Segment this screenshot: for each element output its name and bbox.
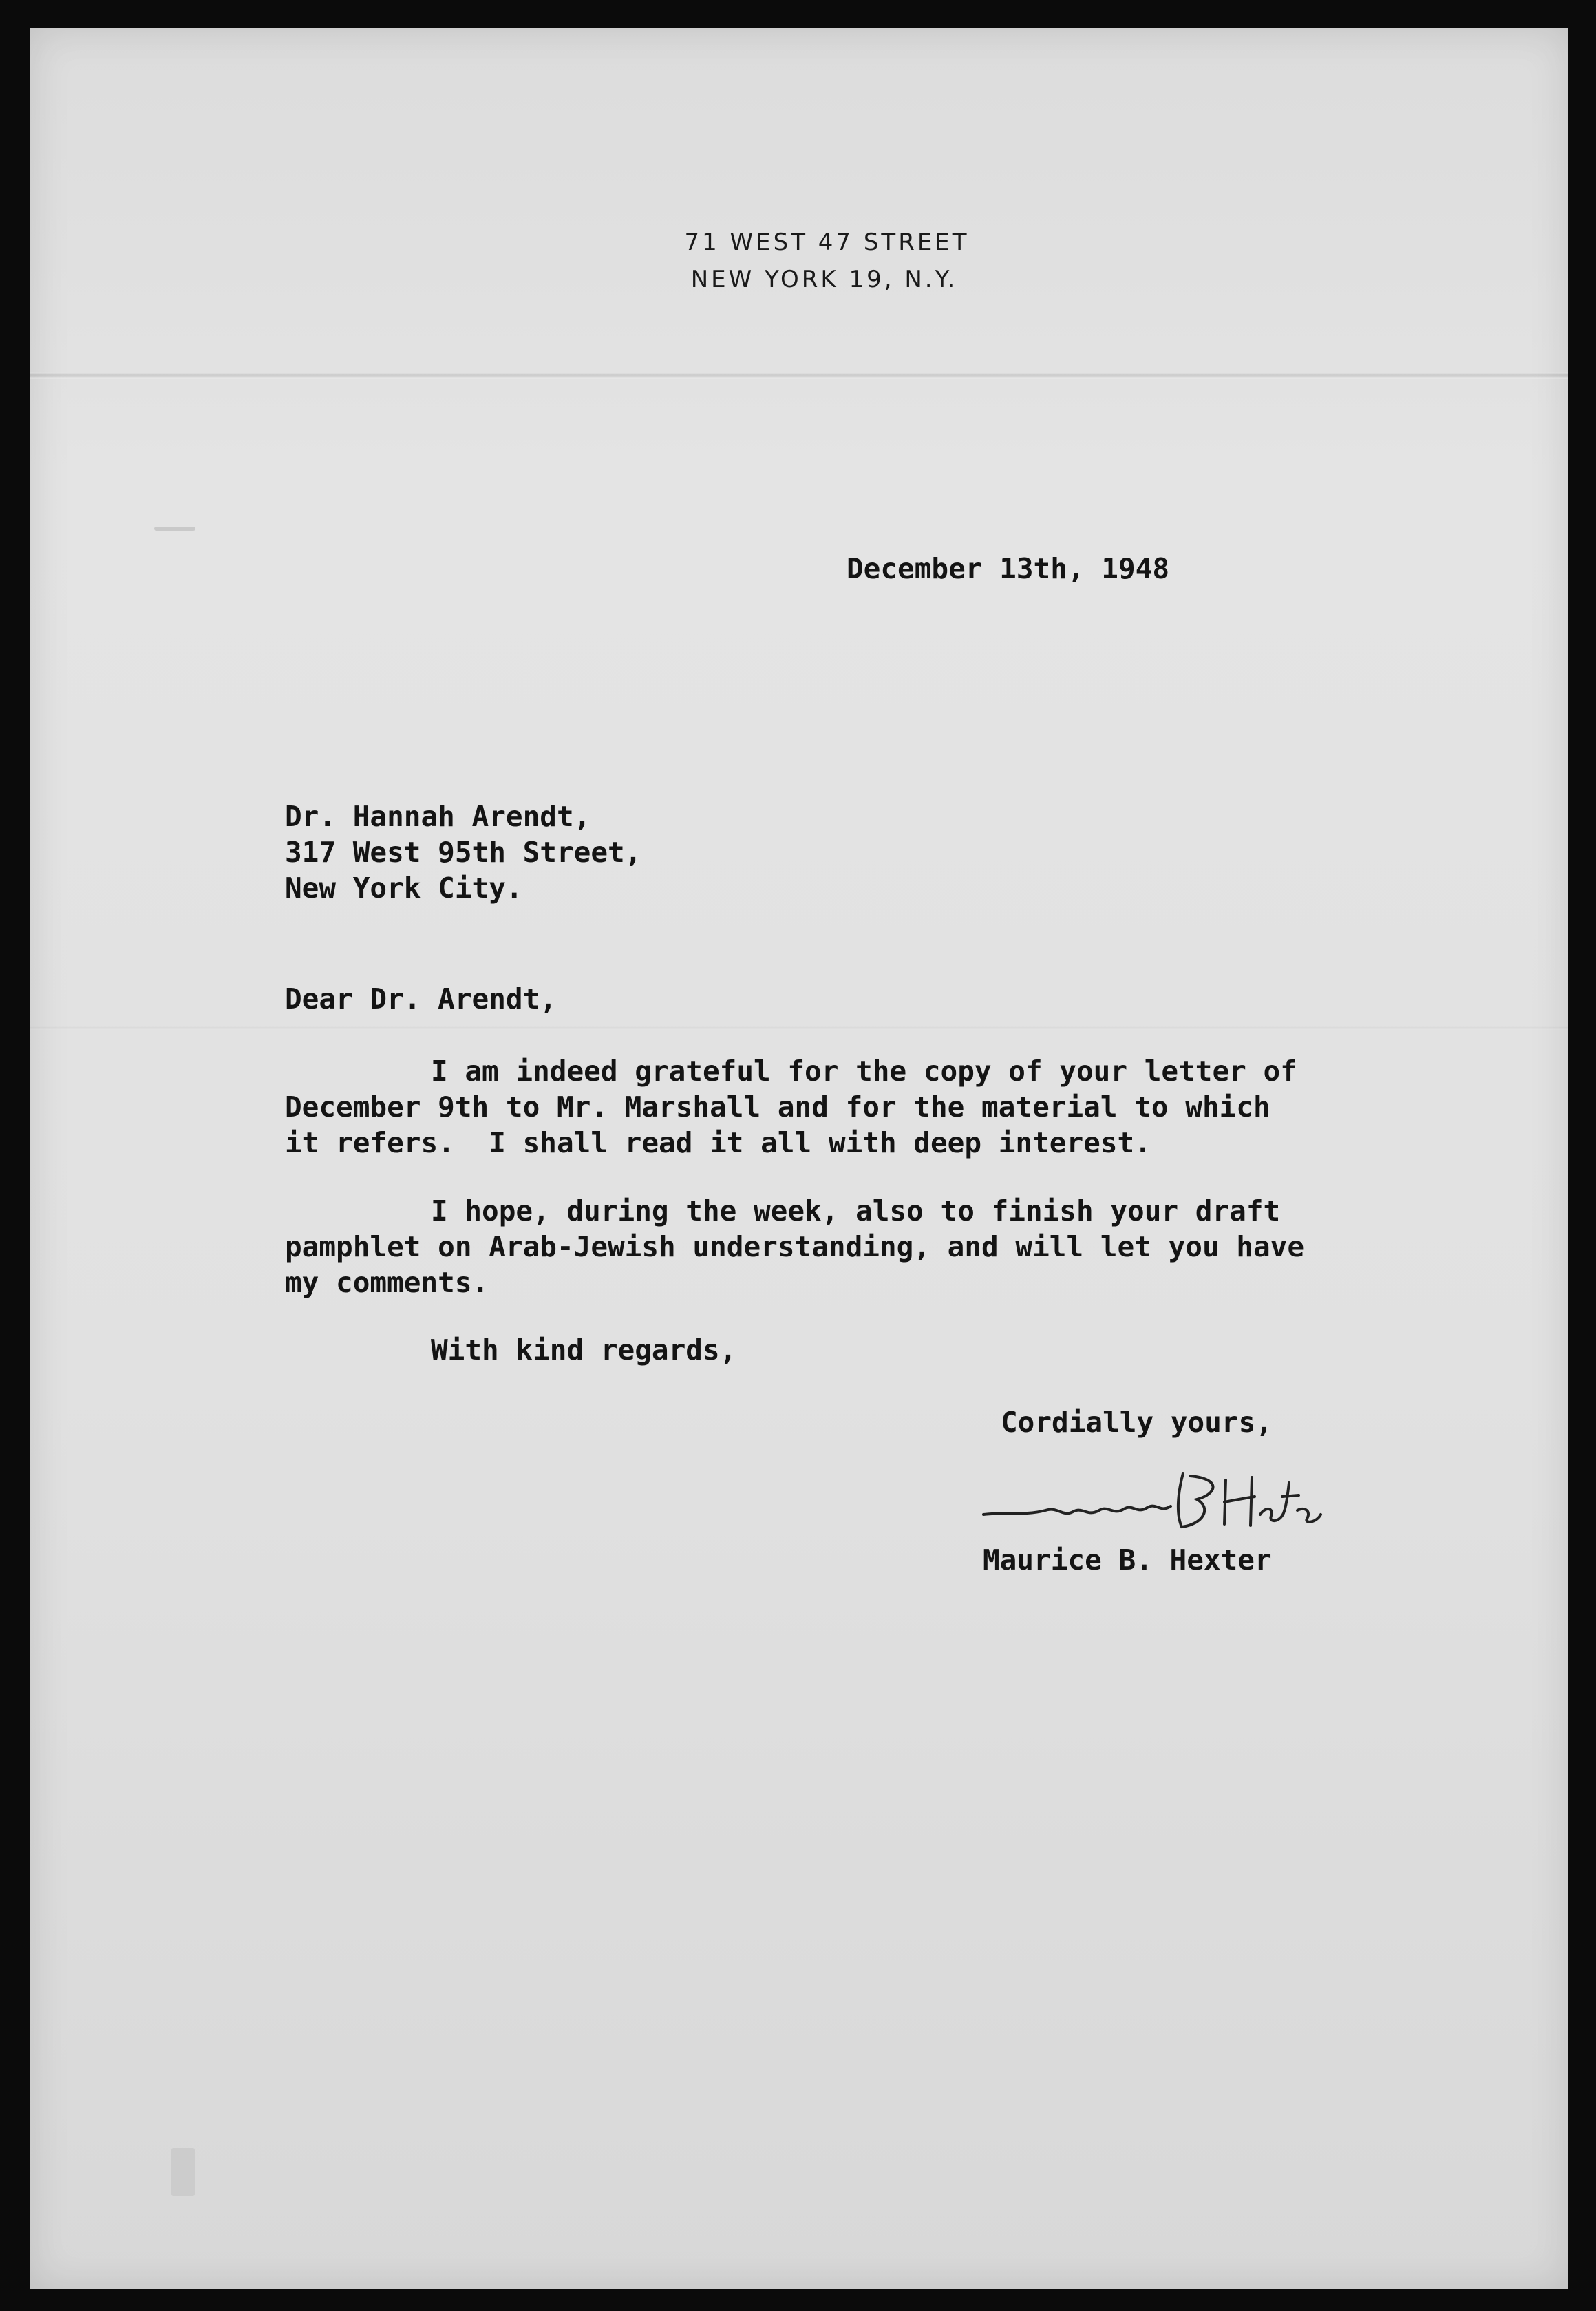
recipient-city: New York City. <box>285 872 523 905</box>
letter-date: December 13th, 1948 <box>847 552 1169 585</box>
recipient-address <box>285 799 641 906</box>
regards-line: With kind regards, <box>431 1333 737 1366</box>
letter-page <box>30 28 1568 2289</box>
recipient-street: 317 West 95th Street, <box>285 836 642 869</box>
body-line: my comments. <box>285 1266 489 1299</box>
body-paragraph-1 <box>285 1053 1297 1161</box>
letterhead-street: 71 WEST 47 STREET <box>684 229 970 256</box>
handwritten-signature <box>977 1466 1334 1542</box>
body-line: pamphlet on Arab-Jewish understanding, and will let you have <box>285 1230 1305 1263</box>
paper-mark <box>171 2148 195 2196</box>
paper-fold-line <box>30 372 1568 379</box>
body-line: December 9th to Mr. Marshall and for the material to which <box>285 1090 1270 1123</box>
paper-fold-line <box>30 1026 1568 1030</box>
body-line: it refers. I shall read it all with deep interest. <box>285 1126 1151 1159</box>
closing-line: Cordially yours, <box>1001 1406 1273 1439</box>
signer-name: Maurice B. Hexter <box>983 1543 1272 1576</box>
body-line: I hope, during the week, also to finish your draft <box>431 1194 1281 1227</box>
recipient-name: Dr. Hannah Arendt, <box>285 800 591 833</box>
paper-mark <box>154 527 195 531</box>
body-paragraph-2 <box>285 1193 1304 1300</box>
body-line: I am indeed grateful for the copy of your letter of <box>431 1055 1297 1088</box>
letterhead-city: NEW YORK 19, N.Y. <box>690 266 958 293</box>
salutation: Dear Dr. Arendt, <box>285 982 557 1015</box>
